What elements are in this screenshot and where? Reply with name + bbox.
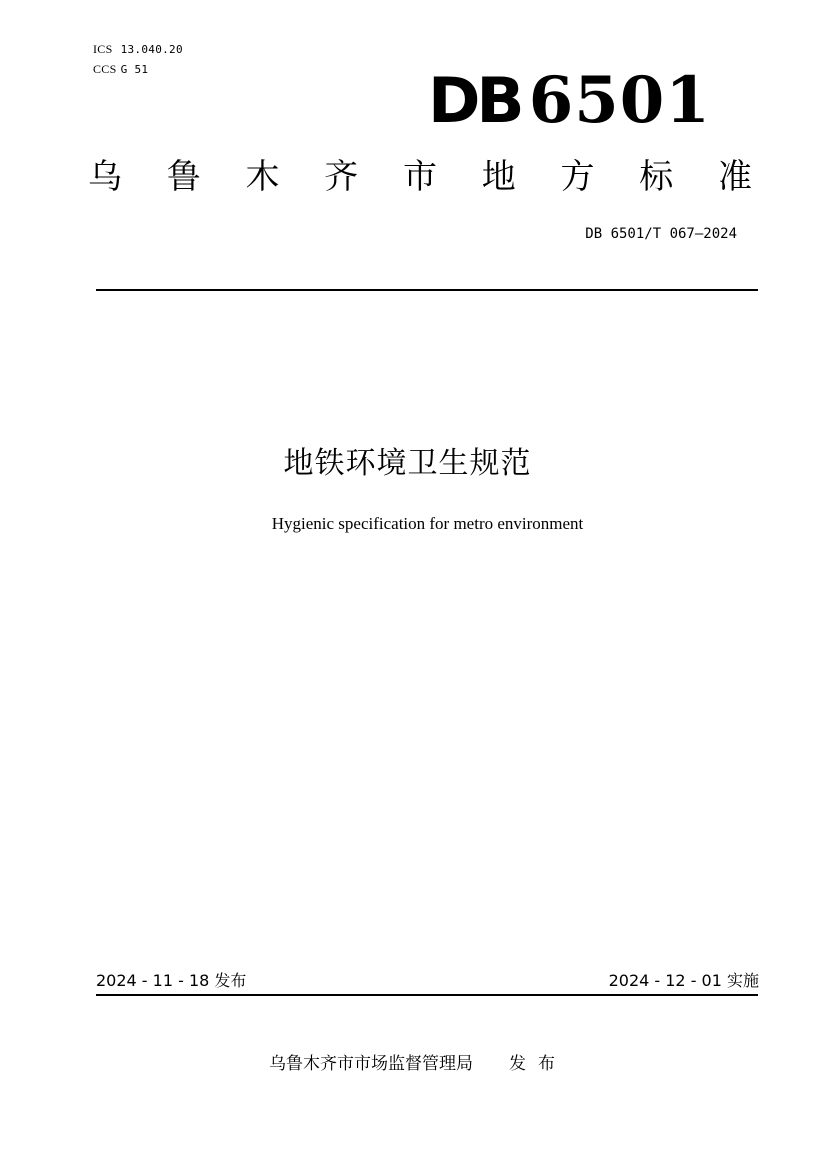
ccs-code: G 51 <box>120 63 149 76</box>
top-divider <box>96 289 758 291</box>
standard-category-char: 乌 <box>88 157 122 197</box>
standard-category-char: 齐 <box>324 157 359 197</box>
standard-category-char: 方 <box>560 157 595 197</box>
standard-category-char: 市 <box>403 157 437 197</box>
release-date: 2024 - 11 - 18 发布 <box>96 971 247 990</box>
document-title-english: Hygienic specification for metro environment <box>271 514 584 533</box>
ccs-label: CCS <box>93 62 117 76</box>
standard-category-char: 标 <box>639 157 674 197</box>
standard-category-char: 木 <box>245 157 280 197</box>
standard-code: DB 6501/T 067—2024 <box>585 226 737 242</box>
standard-category-char: 鲁 <box>166 157 201 197</box>
ics-label: ICS <box>93 42 113 56</box>
standard-category <box>88 152 752 202</box>
ccs-classification <box>93 62 148 77</box>
bottom-divider <box>96 994 758 996</box>
standard-category-char: 地 <box>481 157 516 197</box>
standard-mark <box>428 63 711 138</box>
standard-mark-letters: DB <box>428 64 521 137</box>
document-title: 地铁环境卫生规范 <box>283 446 532 481</box>
implementation-date: 2024 - 12 - 01 实施 <box>608 971 759 990</box>
ics-classification <box>93 42 183 57</box>
publisher-name: 乌鲁木齐市市场监督管理局 <box>269 1054 473 1074</box>
publisher-action: 发布 <box>509 1054 567 1074</box>
ics-code: 13.040.20 <box>120 43 183 56</box>
publisher <box>0 1052 815 1076</box>
standard-category-char: 准 <box>718 157 752 197</box>
standard-mark-number: 6501 <box>528 63 711 138</box>
